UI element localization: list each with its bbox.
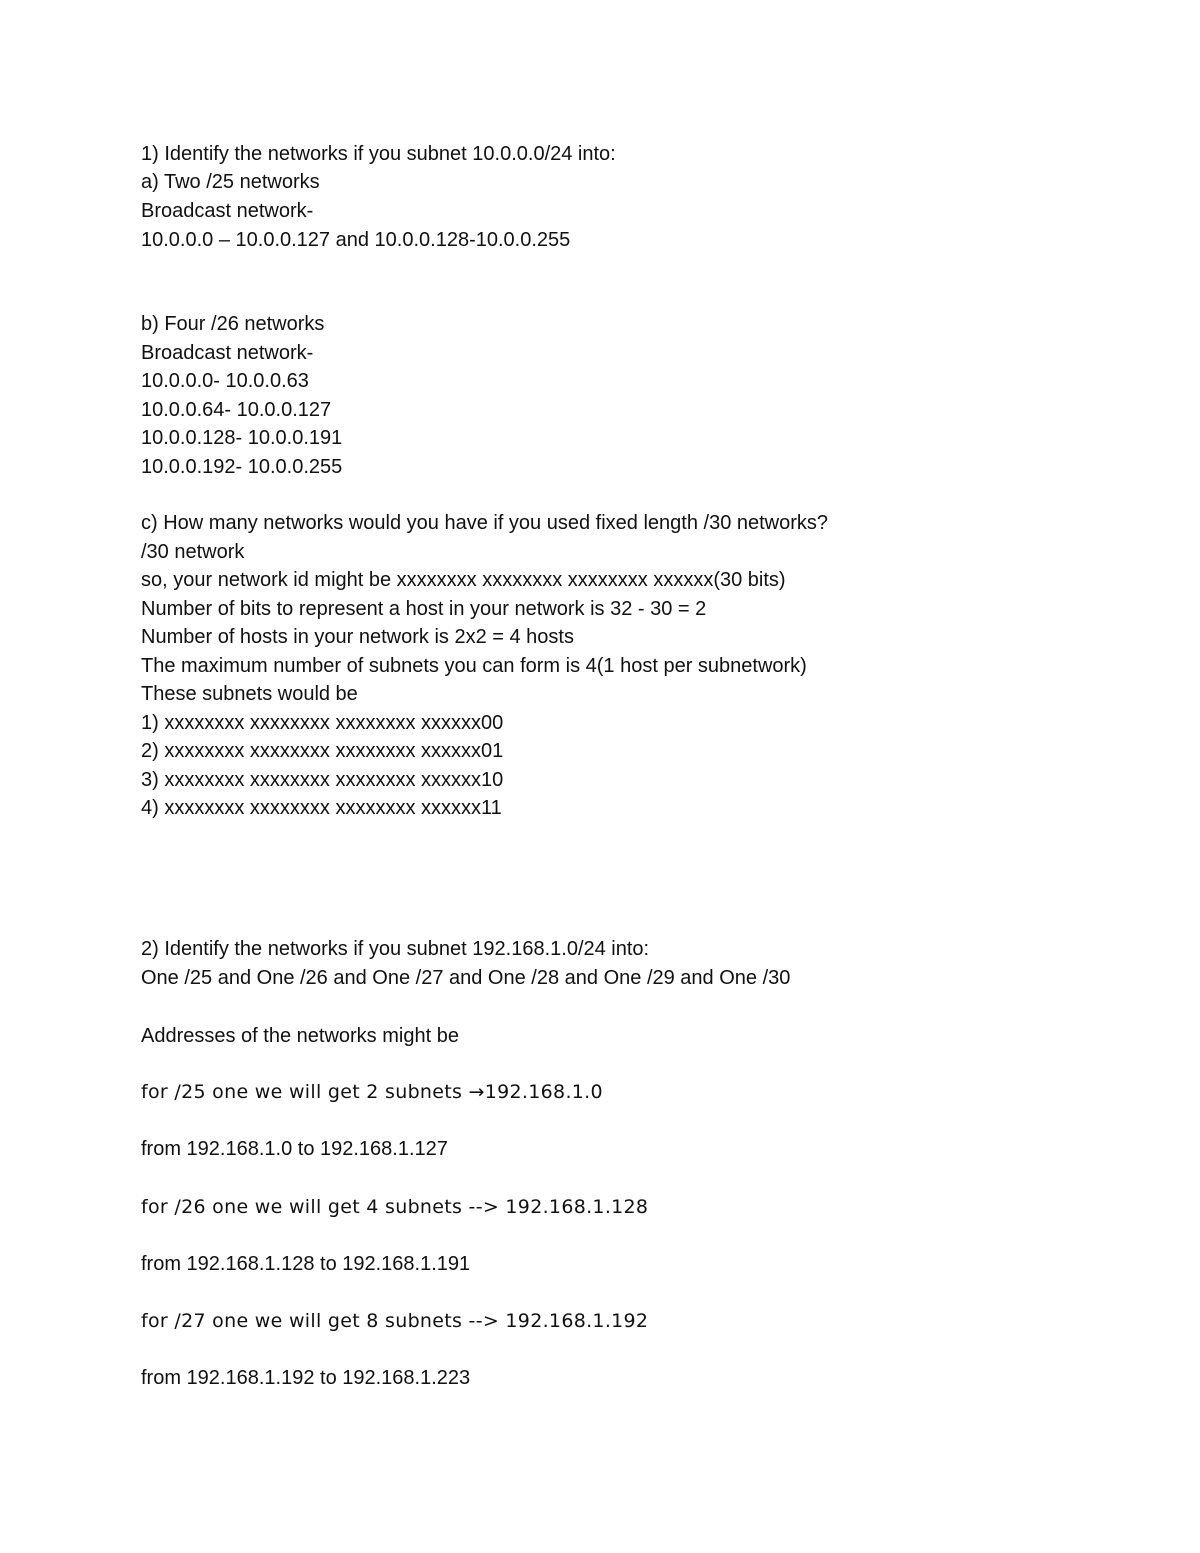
subnet-range: from 192.168.1.0 to 192.168.1.127 [141,1138,448,1160]
part-b-range: 10.0.0.128- 10.0.0.191 [141,427,343,449]
part-b-title: b) Four /26 networks [141,313,325,335]
part-c-subnet: 1) xxxxxxxx xxxxxxxx xxxxxxxx xxxxxx00 [141,712,504,734]
subnet-range: from 192.168.1.192 to 192.168.1.223 [141,1367,471,1389]
part-c-line: Number of hosts in your network is 2x2 = 4 hosts [141,626,574,648]
subnet-entry: for /26 one we will get 4 subnets --> 192.168.1.128 [141,1196,649,1218]
part-a-title: a) Two /25 networks [141,171,320,193]
subnet-entry: for /27 one we will get 8 subnets --> 192.168.1.192 [141,1310,649,1332]
part-b-range: 10.0.0.192- 10.0.0.255 [141,456,343,478]
question2-prompt: 2) Identify the networks if you subnet 192.168.1.0/24 into: [141,938,650,960]
part-a-ranges: 10.0.0.0 – 10.0.0.127 and 10.0.0.128-10.0.0.255 [141,229,571,251]
part-c-subnet: 3) xxxxxxxx xxxxxxxx xxxxxxxx xxxxxx10 [141,769,504,791]
part-c-subnet: 4) xxxxxxxx xxxxxxxx xxxxxxxx xxxxxx11 [141,797,502,819]
part-b-range: 10.0.0.0- 10.0.0.63 [141,370,309,392]
part-b-range: 10.0.0.64- 10.0.0.127 [141,399,332,421]
part-c-title: c) How many networks would you have if you used fixed length /30 networks? [141,512,829,534]
part-c-subnet: 2) xxxxxxxx xxxxxxxx xxxxxxxx xxxxxx01 [141,740,504,762]
subnet-range: from 192.168.1.128 to 192.168.1.191 [141,1253,471,1275]
question1-prompt: 1) Identify the networks if you subnet 10.0.0.0/24 into: [141,143,616,165]
question2-sizes: One /25 and One /26 and One /27 and One /28 and One /29 and One /30 [141,967,791,989]
part-c-line: /30 network [141,541,245,563]
question2-intro: Addresses of the networks might be [141,1025,459,1047]
part-c-line: The maximum number of subnets you can form is 4(1 host per subnetwork) [141,655,807,677]
part-c-line: so, your network id might be xxxxxxxx xxxxxxxx xxxxxxxx xxxxxx(30 bits) [141,569,786,591]
part-a-label: Broadcast network- [141,200,314,222]
part-b-label: Broadcast network- [141,342,314,364]
part-c-line: These subnets would be [141,683,358,705]
part-c-line: Number of bits to represent a host in your network is 32 - 30 = 2 [141,598,707,620]
subnet-entry: for /25 one we will get 2 subnets →192.168.1.0 [141,1081,603,1103]
